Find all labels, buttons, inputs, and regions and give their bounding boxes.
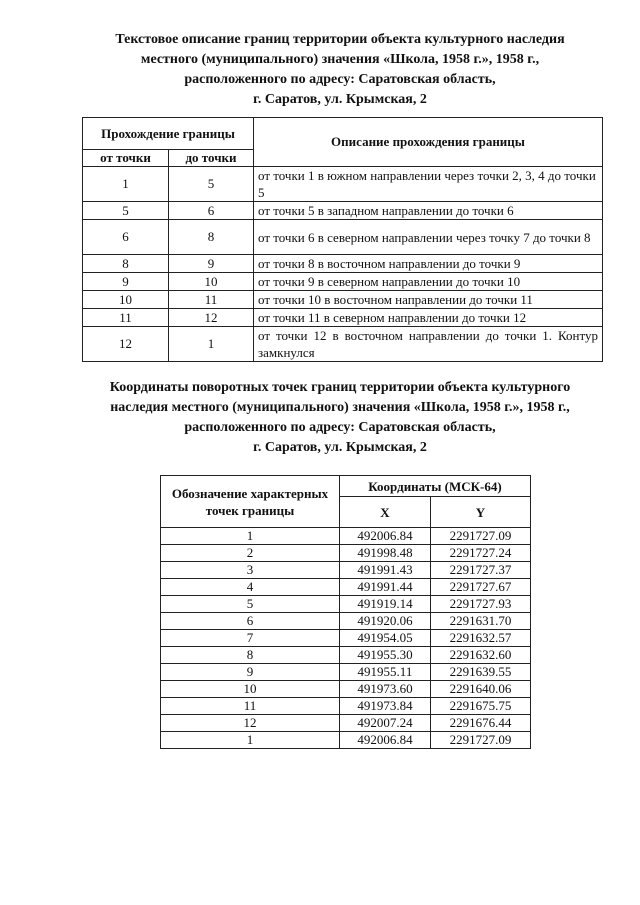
title-line: Текстовое описание границ территории объекта культурного наследия [115,32,565,47]
coordinates-table [160,475,531,749]
cell-y: 2291639.55 [430,664,530,681]
table-row [83,202,603,220]
header-description: Описание прохождения границы [254,118,603,167]
title-line: наследия местного (муниципального) значения «Школа, 1958 г.», 1958 г., [110,400,570,415]
cell-y: 2291727.09 [430,528,530,545]
table-row [161,681,531,698]
table-row [83,273,603,291]
table-row [83,220,603,255]
table-row [161,545,531,562]
cell-point: 11 [161,698,340,715]
cell-x: 491920.06 [340,613,431,630]
cell-x: 491973.84 [340,698,431,715]
cell-from: 11 [83,309,169,327]
table-row [161,664,531,681]
cell-description: от точки 8 в восточном направлении до точки 9 [254,255,603,273]
cell-from: 9 [83,273,169,291]
cell-description: от точки 12 в восточном направлении до точки 1. Контур замкнулся [254,327,603,362]
cell-to: 1 [169,327,254,362]
table-row [83,167,603,202]
header-point-designation: Обозначение характерных точек границы [161,476,340,528]
cell-x: 492007.24 [340,715,431,732]
table-row [161,732,531,749]
cell-x: 491998.48 [340,545,431,562]
cell-x: 491991.43 [340,562,431,579]
title-line: Координаты поворотных точек границ территории объекта культурного [109,380,571,395]
cell-y: 2291727.09 [430,732,530,749]
cell-y: 2291632.60 [430,647,530,664]
table-row [161,596,531,613]
cell-point: 6 [161,613,340,630]
cell-point: 9 [161,664,340,681]
cell-point: 10 [161,681,340,698]
cell-point: 12 [161,715,340,732]
cell-from: 12 [83,327,169,362]
cell-x: 491991.44 [340,579,431,596]
table-row [161,579,531,596]
cell-y: 2291632.57 [430,630,530,647]
table-row [83,255,603,273]
table-row [161,613,531,630]
cell-from: 5 [83,202,169,220]
header-y: Y [430,497,530,528]
cell-x: 492006.84 [340,528,431,545]
table-row [83,309,603,327]
title-line: г. Саратов, ул. Крымская, 2 [253,92,427,107]
table-row [161,562,531,579]
cell-point: 2 [161,545,340,562]
header-x: X [340,497,431,528]
cell-to: 8 [169,220,254,255]
cell-from: 8 [83,255,169,273]
cell-y: 2291631.70 [430,613,530,630]
cell-to: 11 [169,291,254,309]
cell-from: 10 [83,291,169,309]
table-row [161,698,531,715]
cell-x: 491973.60 [340,681,431,698]
cell-y: 2291727.67 [430,579,530,596]
header-coordinates: Координаты (МСК-64) [340,476,531,497]
cell-x: 492006.84 [340,732,431,749]
table-row [161,630,531,647]
cell-description: от точки 1 в южном направлении через точки 2, 3, 4 до точки 5 [254,167,603,202]
table-row [161,647,531,664]
cell-y: 2291727.37 [430,562,530,579]
title-line: расположенного по адресу: Саратовская область, [184,72,496,87]
title-line: г. Саратов, ул. Крымская, 2 [253,440,427,455]
cell-description: от точки 5 в западном направлении до точки 6 [254,202,603,220]
cell-to: 10 [169,273,254,291]
table-row [83,327,603,362]
boundary-description-title [60,30,620,110]
cell-point: 8 [161,647,340,664]
cell-to: 12 [169,309,254,327]
table-row [161,715,531,732]
table-row [161,528,531,545]
cell-point: 5 [161,596,340,613]
cell-point: 1 [161,732,340,749]
cell-point: 3 [161,562,340,579]
cell-x: 491955.11 [340,664,431,681]
cell-description: от точки 11 в северном направлении до точки 12 [254,309,603,327]
cell-y: 2291727.24 [430,545,530,562]
title-line: местного (муниципального) значения «Школа, 1958 г.», 1958 г., [140,52,540,67]
cell-to: 6 [169,202,254,220]
cell-x: 491954.05 [340,630,431,647]
cell-description: от точки 10 в восточном направлении до точки 11 [254,291,603,309]
cell-x: 491919.14 [340,596,431,613]
cell-y: 2291640.06 [430,681,530,698]
header-from-point: от точки [83,150,169,167]
cell-description: от точки 9 в северном направлении до точки 10 [254,273,603,291]
cell-point: 4 [161,579,340,596]
cell-to: 5 [169,167,254,202]
cell-from: 6 [83,220,169,255]
table-row [83,291,603,309]
cell-point: 1 [161,528,340,545]
header-boundary-passage: Прохождение границы [83,118,254,150]
cell-y: 2291676.44 [430,715,530,732]
coordinates-title [70,378,610,458]
cell-from: 1 [83,167,169,202]
title-line: расположенного по адресу: Саратовская область, [184,420,496,435]
header-to-point: до точки [169,150,254,167]
cell-to: 9 [169,255,254,273]
cell-x: 491955.30 [340,647,431,664]
cell-y: 2291727.93 [430,596,530,613]
boundary-description-table [82,117,603,362]
cell-y: 2291675.75 [430,698,530,715]
cell-point: 7 [161,630,340,647]
cell-description: от точки 6 в северном направлении через точку 7 до точки 8 [254,220,603,255]
